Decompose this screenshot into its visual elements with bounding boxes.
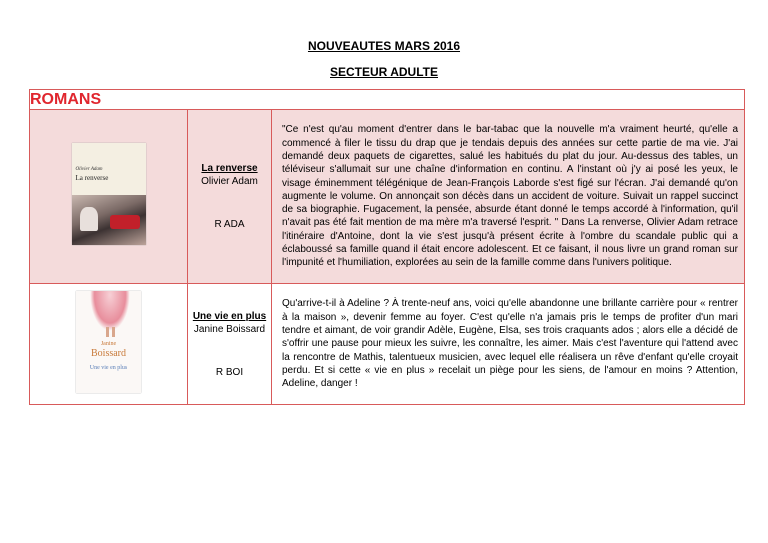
book-cover-image: [72, 143, 146, 245]
page-title: NOUVEAUTES MARS 2016: [307, 39, 461, 53]
section-label: ROMANS: [30, 90, 745, 110]
book-meta-cell: [188, 284, 272, 405]
page-subtitle: SECTEUR ADULTE: [330, 65, 438, 79]
book-author: Janine Boissard: [193, 323, 266, 335]
cover-author: Olivier Adam: [75, 167, 103, 172]
book-description: "Ce n'est qu'au moment d'entrer dans le bar-tabac que la nouvelle m'a vraiment heurté, qu'elle a commencé à filer le tissu du drap que je tendais depuis des années sur cette partie de ma vie. J'ai demandé deux paquets de cigarettes, salué les habitués du plat du jour. Au-dessus des tables, un téléviseur s'allumait sur une chaîne d'information en continu. A l'instant où j'y ai posé les yeux, le visage éminemment télégénique de Jean-François Laborde s'est figé sur l'écran. J'ai demandé qu'on augmente le volume. On annonçait son décès dans un accident de voiture. Suivait un rappel succinct de sa biographie. Fugacement, la pensée, absurde étant donné le temps accordé à l'information, qu'il n'avait pas été fait mention de ma mère m'a traversé l'esprit. " Dans La renverse, Olivier Adam retrace l'itinéraire d'Antoine, dont la vie s'est jusqu'à présent écrite à l'ombre du scandale public qui a éclaboussé sa famille quand il était encore adolescent. Et ce faisant, il nous livre un grand roman sur l'impunité et l'humiliation, explorées au sein de la famille comme dans l'univers politique.: [272, 110, 745, 284]
cover-title: La renverse: [75, 174, 109, 182]
book-title: La renverse: [201, 163, 258, 174]
book-row: [30, 110, 745, 284]
cover-author-name: Boissard: [91, 347, 126, 359]
section-header-row: [30, 90, 745, 110]
book-cover-cell: [30, 284, 188, 405]
book-description: Qu'arrive-t-il à Adeline ? À trente-neuf ans, voici qu'elle abandonne une brillante carrière pour « rentrer à la maison », devenir femme au foyer. C'est qu'elle n'a jamais pris le temps de profiter d'un mari tendre et aimant, de voir grandir Adèle, Eugène, Elsa, ses trois craquants ados ; alors elle a décidé de s'offrir une pause pour mieux les suivre, les connaître, les aimer. Mais c'est l'aventure qui l'attend avec la rencontre de Mathis, talentueux musicien, avec lequel elle réalisera un rêve d'enfant qu'elle croyait perdu. Et si cette « vie en plus » recelait un piège pour les siens, de l'amour en moins ? Attention, Adeline, danger !: [272, 284, 745, 405]
book-cover-cell: [30, 110, 188, 284]
book-cover-image: [76, 291, 141, 393]
book-author: Olivier Adam: [201, 176, 258, 187]
cover-author: Janine: [100, 340, 117, 347]
cover-photo: [72, 195, 146, 245]
cover-title: Une vie en plus: [89, 364, 128, 371]
cover-illustration: [90, 291, 130, 331]
catalog-table: [29, 89, 745, 405]
book-cote: R ADA: [214, 219, 245, 230]
book-row: [30, 284, 745, 405]
book-title: Une vie en plus: [192, 310, 267, 322]
book-cote: R BOI: [215, 366, 244, 378]
book-meta-cell: [188, 110, 272, 284]
